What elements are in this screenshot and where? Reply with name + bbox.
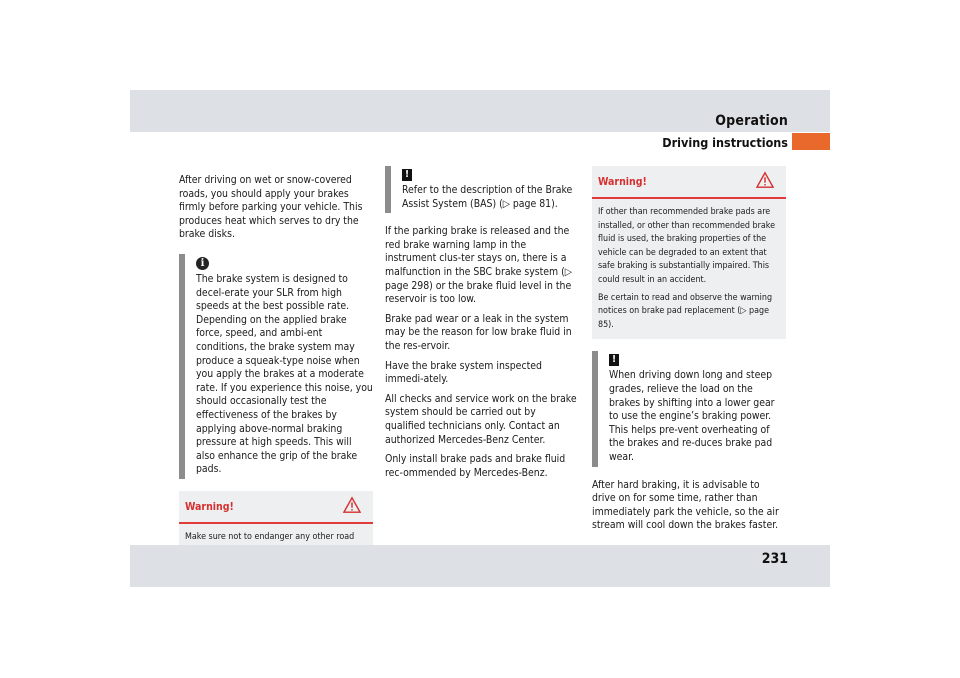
warning-text: Make sure not to endanger any other road <box>185 531 355 542</box>
warning-box <box>592 166 786 339</box>
caution-note-text: Refer to the description of the Brake Assist System (BAS) (▷ page 81). <box>402 184 573 210</box>
warning-header <box>179 491 373 524</box>
info-icon: i <box>196 257 209 270</box>
warning-title: Warning! <box>598 176 647 188</box>
warning-text-pad-ref: Be certain to read and observe the warning notices on brake pad replacement (▷ page 85). <box>598 292 773 330</box>
section-title: Operation <box>715 113 788 129</box>
exclamation-icon: ! <box>609 354 619 366</box>
paragraph-pad-wear: Brake pad wear or a leak in the system may be the reason for low brake fluid in the res-ervoir. <box>385 312 572 352</box>
info-note-text: The brake system is designed to decel-erate your SLR from high speeds at the best possible rate. Depending on the applied brake force, speed, and ambi-ent conditions, the brake system may produce a squeak-type noise when you apply the brakes at a moderate rate. If you experience this noise, you should occasionally test the effectiveness of the brakes by applying above-normal braking pressure at high speeds. This will also enhance the grip of the brake pads. <box>196 272 373 476</box>
info-note <box>179 254 373 479</box>
warning-triangle-icon <box>756 171 774 189</box>
warning-body <box>592 199 786 339</box>
subsection-title: Driving instructions <box>662 135 788 150</box>
column-left <box>179 174 373 589</box>
exclamation-icon: ! <box>402 169 412 181</box>
page-number: 231 <box>761 551 788 567</box>
caution-note <box>385 166 579 213</box>
section-tab-marker <box>792 133 830 150</box>
warning-header <box>592 166 786 199</box>
warning-text: If other than recommended brake pads are installed, or other than recommended brake fluid is used, the braking properties of the vehicle can be degraded to an extent that safe braking is substantially impaired. This could result in an accident. <box>598 207 775 285</box>
paragraph-service: All checks and service work on the brake system should be carried out by qualified technicians only. Contact an authorized Mercedes-Benz Center. <box>385 392 577 446</box>
column-right <box>592 166 786 539</box>
paragraph-brake-lamp: If the parking brake is released and the red brake warning lamp in the instrument clus-ter stays on, there is a malfunction in the SBC brake system (▷ page 298) or the brake fluid level in the reservoir is too low. <box>385 225 572 306</box>
outro-paragraph: After hard braking, it is advisable to drive on for some time, rather than immediately park the vehicle, so the air stream will cool down the brakes faster. <box>592 478 779 532</box>
paragraph-inspect: Have the brake system inspected immedi-ately. <box>385 359 542 386</box>
footer-band <box>130 545 830 587</box>
caution-note-text: When driving down long and steep grades, relieve the load on the brakes by shifting into a lower gear to use the engine’s braking power. This helps pre-vent overheating of the brakes and re-duces brake pad wear. <box>609 369 775 463</box>
warning-title: Warning! <box>185 500 234 513</box>
intro-paragraph: After driving on wet or snow-covered roads, you should apply your brakes firmly before parking your vehicle. This produces heat which serves to dry the brake disks. <box>179 174 363 241</box>
paragraph-install: Only install brake pads and brake fluid rec-ommended by Mercedes-Benz. <box>385 453 566 479</box>
warning-triangle-icon <box>343 496 361 514</box>
column-middle <box>385 166 579 486</box>
caution-note <box>592 351 786 466</box>
